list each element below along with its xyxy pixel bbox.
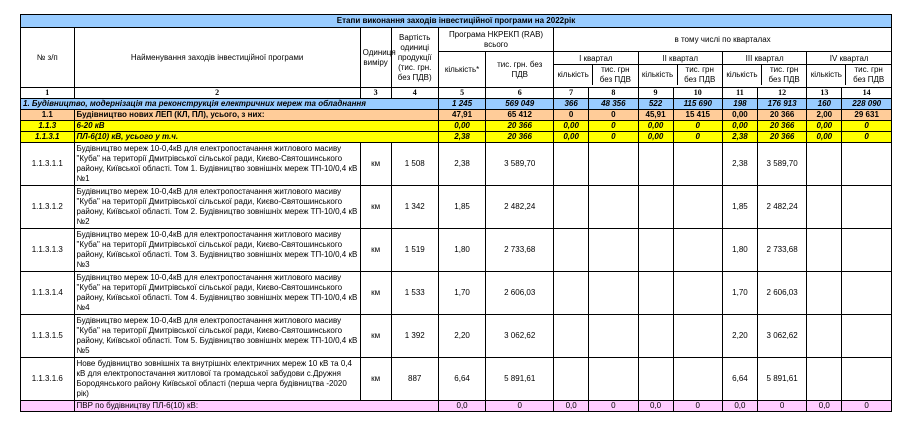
row-1-1-3-1: 1.1.3.1 ПЛ-6(10) кВ, усього у т.ч. 2,38 20 366 0,00 0 0,00 0 2,38 20 366 0,00 0 xyxy=(21,132,892,143)
quarter-4-header: IV квартал кількість тис. грн без ПДВ xyxy=(807,54,891,85)
table-row: 1.1.3.1.3 Будівництво мереж 10-0,4кВ для електропостачання житлового масиву "Куба" на території Дмитрівської сільської ради, Києво-Святошинського району, Київської області. Том 3. Будівництво зовнішніх мереж ТП-10/0,4 кВ №3 км 1 519 1,80 2 733,68 1,80 2 733,68 xyxy=(21,229,892,272)
header-sum: тис. грн. без ПДВ xyxy=(486,52,554,88)
header-qty: кількість* xyxy=(438,52,485,88)
header-cost: Вартість одиниці продукції (тис. грн. без ПДВ) xyxy=(391,28,438,88)
table-row: 1.1.3.1.1 Будівництво мереж 10-0,4кВ для електропостачання житлового масиву "Куба" на території Дмитрівської сільської ради, Києво-Святошинського району, Київської області. Том 1. Будівництво зовнішніх мереж ТП-10/0,4 кВ №1 км 1 508 2,38 3 589,70 2,38 3 589,70 xyxy=(21,143,892,186)
header-program: Програма НКРЕКП (RAB) всього xyxy=(438,28,553,52)
table-row: 1.1.3.1.5 Будівництво мереж 10-0,4кВ для електропостачання житлового масиву "Куба" на території Дмитрівської сільської ради, Києво-Святошинського району, Київської області. Том 5. Будівництво зовнішніх мереж ТП-10/0,4 кВ №5 км 1 392 2,20 3 062,62 2,20 3 062,62 xyxy=(21,315,892,358)
section-label: 1. Будівництво, модернізація та реконструкція електричних мереж та обладнання xyxy=(21,99,439,110)
pvr-row: ПВР по будівництву ПЛ-6(10) кВ: 0,0 0 0,0 0 0,0 0 0,0 0 0,0 0 xyxy=(21,401,892,412)
header-quarters: в тому числі по кварталах xyxy=(554,28,892,52)
quarter-3-header: III квартал кількість тис. грн без ПДВ xyxy=(723,54,806,85)
header-unit: Одиниця виміру xyxy=(360,28,391,88)
row-1-1-3: 1.1.3 6-20 кВ 0,00 20 366 0,00 0 0,00 0 0,00 20 366 0,00 0 xyxy=(21,121,892,132)
table-row: 1.1.3.1.6 Нове будівництво зовнішніх та внутрішніх електричних мереж 10 кВ та 0,4 кВ для електропостачання житлової та громадської забудови с.Дружня Бородянського району Київської області (перша черга будівництва -2020 рік) км 887 6,64 5 891,61 6,64 5 891,61 xyxy=(21,358,892,401)
row-1-1: 1.1 Будівництво нових ЛЕП (КЛ, ПЛ), усього, з них: 47,91 65 412 0 0 45,91 15 415 0,00 20 366 2,00 29 631 xyxy=(21,110,892,121)
table-title: Етапи виконання заходів інвестиційної програми на 2022рік xyxy=(21,15,892,28)
section-row: 1. Будівництво, модернізація та реконструкція електричних мереж та обладнання 1 245 569 049 366 48 356 522 115 690 198 176 913 160 228 090 xyxy=(21,99,892,110)
header-num: № з/п xyxy=(21,28,75,88)
table-row: 1.1.3.1.4 Будівництво мереж 10-0,4кВ для електропостачання житлового масиву "Куба" на території Дмитрівської сільської ради, Києво-Святошинського району, Київської області. Том 4. Будівництво зовнішніх мереж ТП-10/0,4 кВ №4 км 1 533 1,70 2 606,03 1,70 2 606,03 xyxy=(21,272,892,315)
investment-program-table xyxy=(20,14,892,412)
header-name: Найменування заходів інвестиційної програми xyxy=(74,28,360,88)
quarter-2-header: II квартал кількість тис. грн без ПДВ xyxy=(639,54,722,85)
column-numbers-row: 1 2 3 4 5 6 7 8 9 10 11 12 13 14 xyxy=(21,88,892,99)
table-row: 1.1.3.1.2 Будівництво мереж 10-0,4кВ для електропостачання житлового масиву "Куба" на території Дмитрівської сільської ради, Києво-Святошинського району, Київської області. Том 2. Будівництво зовнішніх мереж ТП-10/0,4 кВ №2 км 1 342 1,85 2 482,24 1,85 2 482,24 xyxy=(21,186,892,229)
quarter-1-header: I квартал кількість тис. грн без ПДВ xyxy=(554,54,637,85)
